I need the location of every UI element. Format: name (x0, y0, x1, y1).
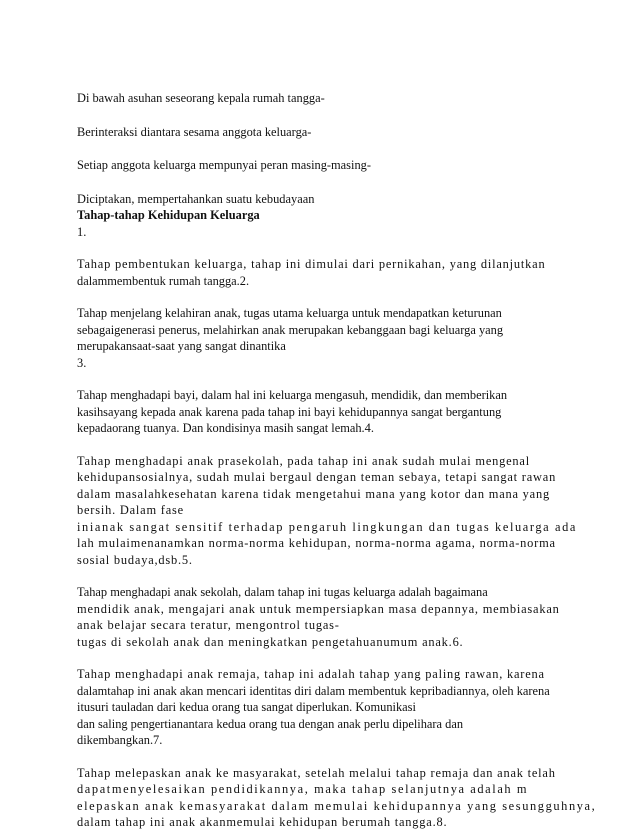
list-number-1 (77, 224, 577, 241)
paragraph-6 (77, 666, 577, 749)
text-line: sebagaigenerasi penerus, melahirkan anak merupakan kebanggaan bagi keluarga yang (77, 322, 504, 337)
text-line: mendidik anak, mengajari anak untuk mempersiapkan masa depannya, membiasakan (77, 601, 560, 616)
text-line: dan saling pengertianantara kedua orang tua dengan anak perlu dipelihara dan (77, 716, 464, 731)
intro-line-1 (77, 90, 577, 107)
text-line: Setiap anggota keluarga mempunyai peran masing-masing- (77, 158, 371, 172)
text-line: dalam tahap ini anak akanmemulai kehidupan berumah tangga.8. (77, 815, 448, 829)
text-line: inianak sangat sensitif terhadap pengaruh lingkungan dan tugas keluarga ada (77, 519, 577, 534)
document-body (77, 90, 597, 831)
section-heading (77, 207, 577, 224)
text-line: kehidupansosialnya, sudah mulai bergaul dengan teman sebaya, tetapi sangat rawan (77, 470, 557, 484)
text-line: Tahap menghadapi anak remaja, tahap ini adalah tahap yang paling rawan, karena (77, 667, 545, 681)
text-line: Diciptakan, mempertahankan suatu kebudayaan (77, 191, 315, 206)
text-line: 3. (77, 355, 87, 370)
paragraph-1 (77, 256, 577, 289)
text-line: kepadaorang tuanya. Dan kondisinya masih sangat lemah.4. (77, 421, 374, 435)
text-line: elepaskan anak kemasyarakat dalam memulai kehidupannya yang sesungguhnya, (77, 798, 597, 813)
text-line: Tahap menjelang kelahiran anak, tugas utama keluarga untuk mendapatkan keturunan (77, 306, 502, 320)
text-line: Di bawah asuhan seseorang kepala rumah tangga- (77, 91, 325, 105)
text-line: merupakansaat-saat yang sangat dinantika (77, 339, 286, 353)
paragraph-5 (77, 584, 577, 650)
text-line: Tahap melepaskan anak ke masyarakat, setelah melalui tahap remaja dan anak telah (77, 765, 556, 780)
text-line: Tahap menghadapi bayi, dalam hal ini keluarga mengasuh, mendidik, dan memberikan (77, 388, 508, 402)
text-line: lah mulaimenanamkan norma-norma kehidupan, norma-norma agama, norma-norma (77, 536, 556, 550)
text-line: 1. (77, 224, 87, 239)
text-line: kasihsayang kepada anak karena pada tahap ini bayi kehidupannya sangat bergantung (77, 404, 502, 419)
intro-line-3 (77, 157, 577, 174)
text-line: dalam masalahkesehatan karena tidak mengetahui mana yang kotor dan mana yang (77, 486, 550, 501)
text-line: bersih. Dalam fase (77, 503, 184, 517)
text-line: Tahap menghadapi anak sekolah, dalam tahap ini tugas keluarga adalah bagaimana (77, 585, 488, 599)
paragraph-7 (77, 765, 597, 831)
text-line: dalammembentuk rumah tangga.2. (77, 273, 250, 288)
text-line: Berinteraksi diantara sesama anggota keluarga- (77, 124, 312, 139)
text-line: anak belajar secara teratur, mengontrol tugas- (77, 618, 340, 632)
text-line: itusuri tauladan dari kedua orang tua sangat diperlukan. Komunikasi (77, 700, 416, 714)
intro-line-4 (77, 191, 577, 208)
paragraph-2 (77, 305, 577, 371)
text-line: dalamtahap ini anak akan mencari identitas diri dalam membentuk kepribadiannya, oleh karena (77, 683, 550, 698)
intro-line-2 (77, 124, 577, 141)
text-line: Tahap menghadapi anak prasekolah, pada tahap ini anak sudah mulai mengenal (77, 453, 530, 468)
text-line: dapatmenyelesaikan pendidikannya, maka tahap selanjutnya adalah m (77, 782, 529, 796)
text-line: Tahap pembentukan keluarga, tahap ini dimulai dari pernikahan, yang dilanjutkan (77, 257, 546, 271)
paragraph-4 (77, 453, 577, 569)
text-line: sosial budaya,dsb.5. (77, 552, 193, 567)
text-line: dikembangkan.7. (77, 733, 163, 747)
paragraph-3 (77, 387, 577, 437)
heading-text: Tahap-tahap Kehidupan Keluarga (77, 208, 260, 222)
text-line: tugas di sekolah anak dan meningkatkan pengetahuanumum anak.6. (77, 634, 464, 649)
